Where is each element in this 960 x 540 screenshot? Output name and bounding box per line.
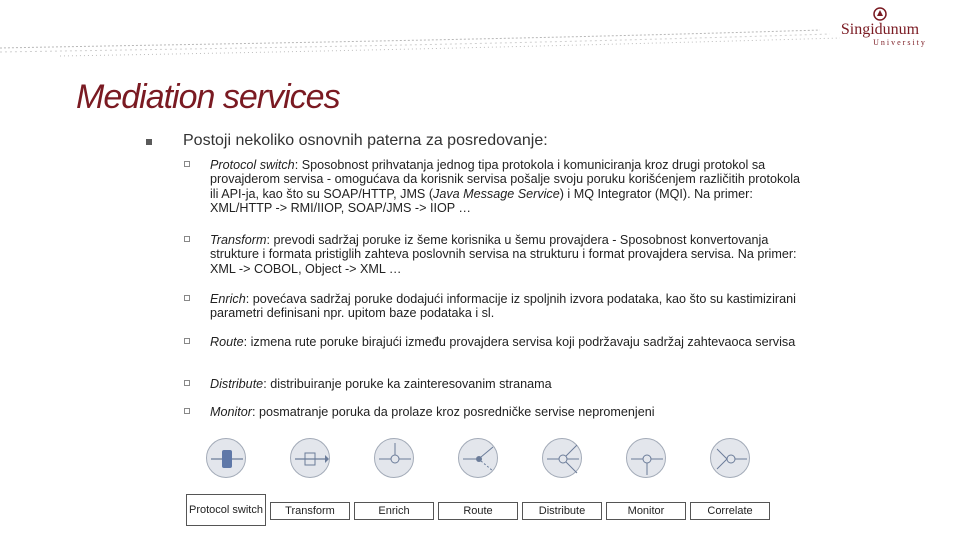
transform-icon <box>290 438 330 478</box>
list-item-text <box>210 377 810 391</box>
pattern-label: Monitor <box>606 502 686 520</box>
list-item-text <box>210 405 810 419</box>
crest-icon <box>872 6 888 22</box>
pattern-correlate <box>690 438 762 528</box>
slide-title: Mediation services <box>76 78 340 116</box>
pattern-label: Correlate <box>690 502 770 520</box>
distribute-icon <box>542 438 582 478</box>
mediation-patterns-diagram <box>186 438 786 528</box>
term-label: Route <box>210 335 244 349</box>
logo-subtitle: University <box>873 38 927 47</box>
intro-text: Postoji nekoliko osnovnih paterna za posredovanje: <box>183 132 548 149</box>
pattern-distribute <box>522 438 594 528</box>
term-label: Monitor <box>210 405 252 419</box>
protocol-switch-icon <box>206 438 246 478</box>
header-swoosh <box>0 0 960 80</box>
term-label: Transform <box>210 233 267 247</box>
hollow-square-bullet-icon <box>184 161 190 167</box>
pattern-label: Distribute <box>522 502 602 520</box>
pattern-transform <box>270 438 342 528</box>
description-text: : izmena rute poruke birajući između provajdera servisa koji podržavaju sadržaj zahtevaoca servisa <box>243 335 796 349</box>
hollow-square-bullet-icon <box>184 338 190 344</box>
list-item-text <box>210 292 810 321</box>
hollow-square-bullet-icon <box>184 380 190 386</box>
description-text-end: ) i MQ Integrator (MQI). Na primer: XML/HTTP -> RMI/IIOP, SOAP/JMS -> IIOP … <box>210 186 753 216</box>
pattern-monitor <box>606 438 678 528</box>
square-bullet-icon <box>146 139 152 145</box>
description-text: : prevodi sadržaj poruke iz šeme korisnika u šemu provajdera - Sposobnost konvertovanja strukture i formata pristiglih zahteva poslovnih servisa na strukturu i format provajdera servisa. Na primer: XML -> COBOL, Object -> XML … <box>210 233 797 276</box>
description-text: : Sposobnost prihvatanja jednog tipa protokola i komuniciranja kroz drugi protokol sa provajderom servisa - omogućava da korisnik servisa pošalje svoju poruku korišćenjem različitih protokola ili API-ja, kao što su SOAP/HTTP, JMS ( <box>210 158 801 201</box>
pattern-route <box>438 438 510 528</box>
list-item-text <box>210 233 810 276</box>
hollow-square-bullet-icon <box>184 295 190 301</box>
enrich-icon <box>374 438 414 478</box>
term-label: Distribute <box>210 377 264 391</box>
pattern-enrich <box>354 438 426 528</box>
description-text: : povećava sadržaj poruke dodajući informacije iz spoljnih izvora podataka, kao što su kastimizirani parametri definisani npr. upitom baze podataka i sl. <box>210 292 796 321</box>
term-label: Enrich <box>210 292 246 306</box>
university-logo <box>830 6 930 47</box>
list-item-text <box>210 158 810 216</box>
logo-name: Singidunum <box>840 21 920 38</box>
pattern-protocol-switch <box>186 438 263 528</box>
description-text: : posmatranje poruka da prolaze kroz posredničke servise nepromenjeni <box>252 405 655 419</box>
hollow-square-bullet-icon <box>184 236 190 242</box>
pattern-label: Protocol switch <box>186 494 266 526</box>
emphasis-text: Java Message Service <box>433 186 560 201</box>
pattern-label: Transform <box>270 502 350 520</box>
description-text: : distribuiranje poruke ka zainteresovanim stranama <box>263 377 552 391</box>
route-icon <box>458 438 498 478</box>
monitor-icon <box>626 438 666 478</box>
list-item-text <box>210 335 810 349</box>
term-label: Protocol switch <box>210 158 295 172</box>
pattern-label: Enrich <box>354 502 434 520</box>
hollow-square-bullet-icon <box>184 408 190 414</box>
pattern-label: Route <box>438 502 518 520</box>
correlate-icon <box>710 438 750 478</box>
